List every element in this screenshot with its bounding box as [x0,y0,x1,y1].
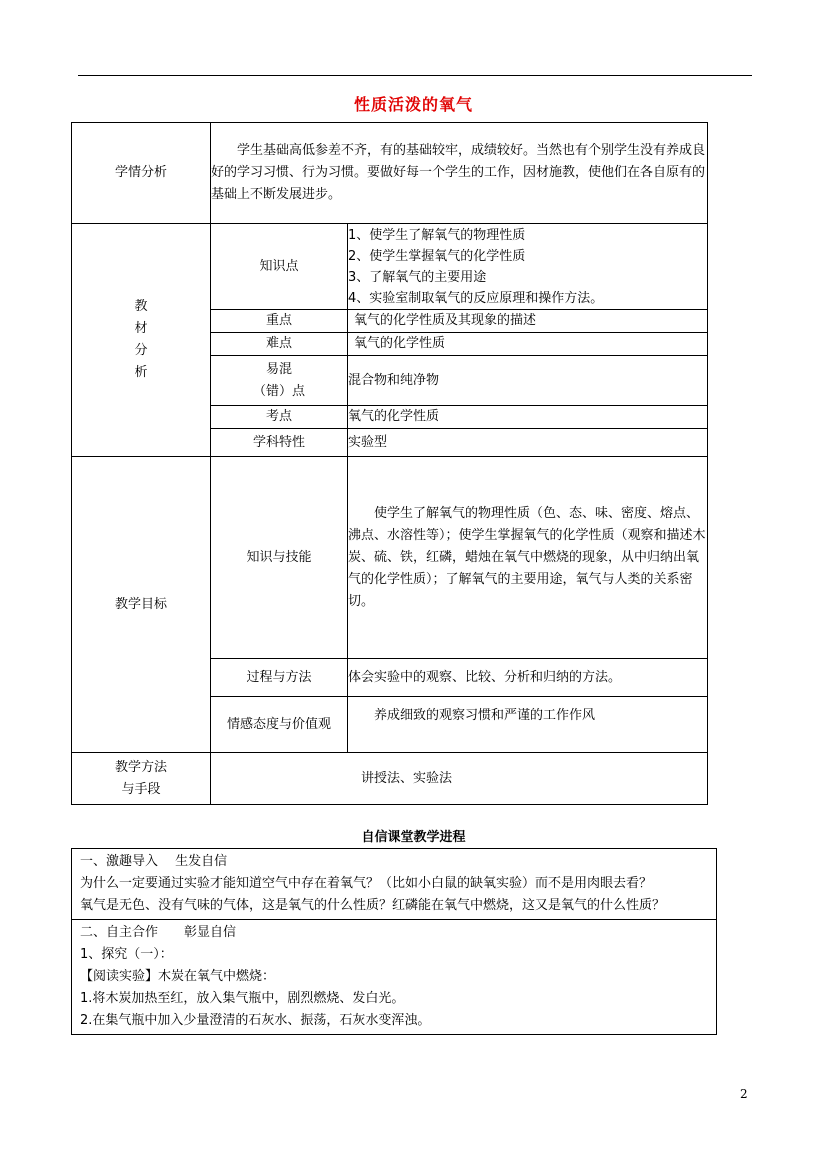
key-label: 重点 [211,310,348,333]
knowledge-item: 3、了解氧气的主要用途 [348,269,487,285]
material-label-char: 教 [134,299,148,314]
subject-value: 实验型 [348,429,708,457]
section-heading: 二、自主合作 彰显自信 [80,925,237,940]
material-label-char: 析 [134,365,148,380]
explore-heading: 1、探究（一）： [80,947,173,962]
subject-label: 学科特性 [211,429,348,457]
progress-section-2 [72,920,717,1035]
page-number: 2 [740,1087,748,1101]
confuse-label-line: 易混 [265,361,292,377]
attitude-label: 情感态度与价值观 [211,697,348,753]
question-text: 氧气是无色、没有气味的气体，这是氧气的什么性质？红磷能在氧气中燃烧，这又是氧气的什么性质？ [80,898,666,913]
page-title: 性质活泼的氧气 [353,95,473,114]
knowledge-row [72,224,708,310]
knowledge-label: 知识点 [211,224,348,310]
header-rule [78,75,752,76]
progress-section-1-cell [72,849,717,920]
attitude-text: 养成细致的观察习惯和严谨的工作作风 [348,697,708,753]
confuse-value: 混合物和纯净物 [348,356,708,406]
methods-value: 讲授法、实验法 [211,753,708,805]
lesson-plan-table [71,122,708,805]
knowledge-item: 4、实验室制取氧气的反应原理和操作方法。 [348,290,604,306]
skill-row [72,457,708,659]
section-heading: 一、激趣导入 生发自信 [80,854,228,869]
material-label [72,224,211,457]
progress-table [71,848,717,1035]
methods-row [72,753,708,805]
analysis-row [72,123,708,224]
process-label: 过程与方法 [211,659,348,697]
knowledge-item: 2、使学生掌握氧气的化学性质 [348,248,526,264]
methods-label-line: 教学方法 [114,759,167,775]
confuse-label [211,356,348,406]
difficult-value: 氧气的化学性质 [348,333,708,356]
reading-heading: 【阅读实验】木炭在氧气中燃烧： [80,969,276,984]
material-label-char: 分 [134,343,148,358]
methods-label-line: 与手段 [121,781,161,797]
analysis-label: 学情分析 [72,123,211,224]
experiment-step: 2.在集气瓶中加入少量澄清的石灰水、振荡，石灰水变浑浊。 [80,1013,431,1028]
analysis-text: 学生基础高低参差不齐，有的基础较牢，成绩较好。当然也有个别学生没有养成良好的学习习惯、行为习惯。要做好每一个学生的工作，因材施教，使他们在各自原有的基础上不断发展进步。 [211,123,708,224]
question-text: 为什么一定要通过实验才能知道空气中存在着氧气？（比如小白鼠的缺氧实验）而不是用肉眼去看？ [80,876,653,891]
key-value: 氧气的化学性质及其现象的描述 [348,310,708,333]
exam-label: 考点 [211,406,348,429]
progress-title: 自信课堂教学进程 [361,830,466,845]
progress-section-1 [72,849,717,920]
process-text: 体会实验中的观察、比较、分析和归纳的方法。 [348,659,708,697]
knowledge-item: 1、使学生了解氧气的物理性质 [348,227,526,243]
knowledge-list [348,224,708,310]
confuse-label-line: （错）点 [252,383,305,399]
methods-label [72,753,211,805]
exam-value: 氧气的化学性质 [348,406,708,429]
difficult-label: 难点 [211,333,348,356]
skill-label: 知识与技能 [211,457,348,659]
progress-section-2-cell [72,920,717,1035]
goals-label: 教学目标 [72,457,211,753]
material-label-char: 材 [134,321,148,336]
skill-text: 使学生了解氧气的物理性质（色、态、味、密度、熔点、沸点、水溶性等）；使学生掌握氧气的化学性质（观察和描述木炭、硫、铁，红磷，蜡烛在氧气中燃烧的现象，从中归纳出氧气的化学性质）；了解氧气的主要用途，氧气与人类的关系密切。 [348,457,708,659]
experiment-step: 1.将木炭加热至红，放入集气瓶中，剧烈燃烧、发白光。 [80,991,405,1006]
